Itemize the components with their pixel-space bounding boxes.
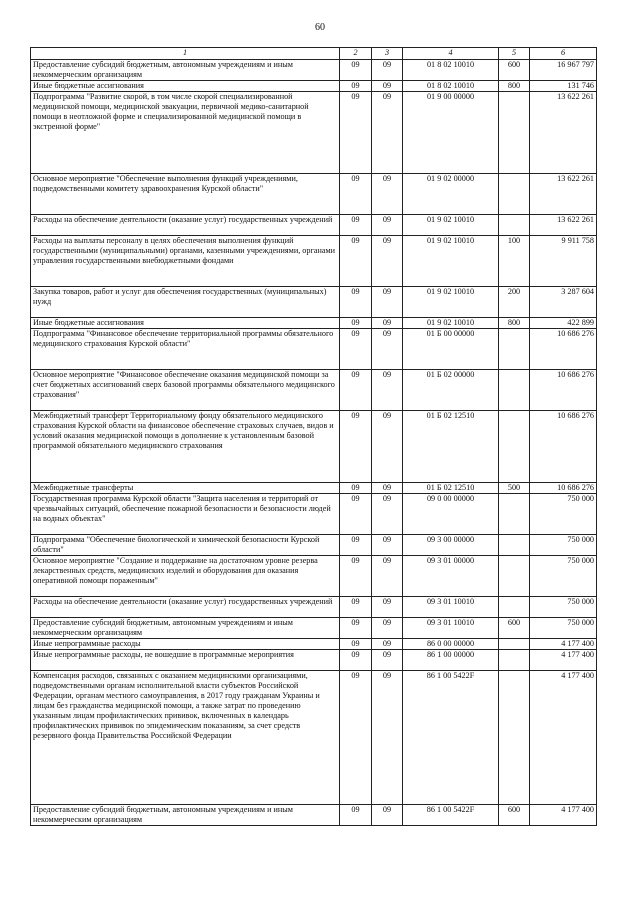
cell-csr: 01 9 00 00000 [403,92,499,174]
cell-sum: 10 686 276 [530,370,597,411]
cell-sum: 131 746 [530,81,597,92]
cell-name: Подпрограмма "Развитие скорой, в том числе скорой специализированной медицинской помощи, медицинской эвакуации, первичной медико-санитарной помощи в неотложной форме и специализированной медицинской помощи в экстренной форме" [31,92,340,174]
table-row [31,329,597,370]
cell-rz: 09 [340,483,372,494]
cell-sum: 750 000 [530,618,597,639]
cell-sum: 9 911 758 [530,236,597,287]
cell-name: Закупка товаров, работ и услуг для обеспечения государственных (муниципальных) нужд [31,287,340,318]
cell-rz: 09 [340,671,372,805]
table-row [31,318,597,329]
table-header-row [31,48,597,60]
cell-sum: 750 000 [530,556,597,597]
cell-pr: 09 [372,60,403,81]
cell-vr [499,494,530,535]
cell-csr: 01 9 02 10010 [403,318,499,329]
cell-sum: 3 287 604 [530,287,597,318]
cell-sum: 4 177 400 [530,639,597,650]
cell-name: Иные бюджетные ассигнования [31,81,340,92]
cell-name: Расходы на обеспечение деятельности (оказание услуг) государственных учреждений [31,597,340,618]
budget-table [30,47,597,826]
cell-pr: 09 [372,287,403,318]
cell-csr: 01 Б 02 12510 [403,411,499,483]
table-row [31,535,597,556]
cell-sum: 10 686 276 [530,329,597,370]
cell-pr: 09 [372,329,403,370]
cell-sum: 13 622 261 [530,215,597,236]
cell-csr: 09 0 00 00000 [403,494,499,535]
cell-sum: 750 000 [530,535,597,556]
table-row [31,805,597,826]
cell-sum: 10 686 276 [530,411,597,483]
cell-vr: 600 [499,60,530,81]
cell-csr: 86 1 00 5422F [403,805,499,826]
cell-name: Предоставление субсидий бюджетным, автономным учреждениям и иным некоммерческим организациям [31,805,340,826]
cell-csr: 09 3 01 10010 [403,618,499,639]
header-col-name: 1 [31,48,340,60]
cell-name: Расходы на выплаты персоналу в целях обеспечения выполнения функций государственными (муниципальными) органами, казенными учреждениями, органами управления государственными внебюджетными фондами [31,236,340,287]
cell-csr: 09 3 01 10010 [403,597,499,618]
cell-rz: 09 [340,92,372,174]
cell-rz: 09 [340,535,372,556]
cell-pr: 09 [372,81,403,92]
cell-pr: 09 [372,483,403,494]
cell-vr [499,411,530,483]
cell-csr: 01 9 02 10010 [403,236,499,287]
cell-rz: 09 [340,650,372,671]
cell-pr: 09 [372,535,403,556]
cell-rz: 09 [340,174,372,215]
cell-sum: 13 622 261 [530,174,597,215]
cell-pr: 09 [372,650,403,671]
cell-vr [499,597,530,618]
table-row [31,287,597,318]
cell-rz: 09 [340,805,372,826]
cell-vr: 800 [499,81,530,92]
cell-name: Иные непрограммные расходы [31,639,340,650]
cell-rz: 09 [340,318,372,329]
table-row [31,92,597,174]
table-body [31,60,597,826]
cell-rz: 09 [340,411,372,483]
cell-sum: 4 177 400 [530,805,597,826]
cell-rz: 09 [340,597,372,618]
table-row [31,494,597,535]
cell-pr: 09 [372,92,403,174]
cell-rz: 09 [340,494,372,535]
cell-csr: 01 9 02 00000 [403,174,499,215]
cell-vr [499,535,530,556]
cell-csr: 01 Б 02 00000 [403,370,499,411]
cell-vr [499,92,530,174]
cell-pr: 09 [372,618,403,639]
cell-pr: 09 [372,215,403,236]
cell-rz: 09 [340,329,372,370]
table-row [31,236,597,287]
cell-csr: 09 3 00 00000 [403,535,499,556]
cell-name: Основное мероприятие "Создание и поддержание на достаточном уровне резерва лекарственных средств, медицинских изделий и оборудования для оказания оперативной помощи пораженным" [31,556,340,597]
cell-vr: 200 [499,287,530,318]
table-row [31,639,597,650]
cell-csr: 09 3 01 00000 [403,556,499,597]
cell-rz: 09 [340,236,372,287]
cell-name: Предоставление субсидий бюджетным, автономным учреждениям и иным некоммерческим организациям [31,618,340,639]
cell-pr: 09 [372,805,403,826]
cell-sum: 4 177 400 [530,671,597,805]
cell-csr: 01 9 02 10010 [403,215,499,236]
table-row [31,215,597,236]
cell-name: Межбюджетные трансферты [31,483,340,494]
cell-rz: 09 [340,215,372,236]
cell-pr: 09 [372,639,403,650]
cell-sum: 422 899 [530,318,597,329]
header-col-csr: 4 [403,48,499,60]
cell-rz: 09 [340,370,372,411]
cell-vr [499,556,530,597]
cell-csr: 01 8 02 10010 [403,81,499,92]
cell-rz: 09 [340,287,372,318]
cell-csr: 86 1 00 5422F [403,671,499,805]
page-number: 60 [315,22,325,33]
cell-name: Подпрограмма "Обеспечение биологической и химической безопасности Курской области" [31,535,340,556]
table-row [31,671,597,805]
header-col-sum: 6 [530,48,597,60]
header-col-rz: 2 [340,48,372,60]
table-row [31,60,597,81]
cell-vr [499,370,530,411]
table-row [31,556,597,597]
cell-pr: 09 [372,370,403,411]
cell-vr [499,650,530,671]
cell-csr: 86 1 00 00000 [403,650,499,671]
cell-csr: 01 8 02 10010 [403,60,499,81]
table-row [31,650,597,671]
cell-name: Компенсация расходов, связанных с оказанием медицинскими организациями, подведомственными органам исполнительной власти субъектов Российской Федерации, органам местного самоуправления, в 2017 году гражданам Украины и лицам без гражданства медицинской помощи, а также затрат по проведению указанным лицам профилактических прививок, включенных в календарь профилактических прививок по эпидемическим показаниям, за счет средств резервного фонда Правительства Российской Федерации [31,671,340,805]
cell-vr: 800 [499,318,530,329]
cell-pr: 09 [372,671,403,805]
cell-csr: 01 Б 02 12510 [403,483,499,494]
table-row [31,370,597,411]
cell-name: Государственная программа Курской области "Защита населения и территорий от чрезвычайных ситуаций, обеспечение пожарной безопасности и безопасности людей на водных объектах" [31,494,340,535]
cell-sum: 13 622 261 [530,92,597,174]
table-row [31,81,597,92]
table-row [31,597,597,618]
cell-name: Межбюджетный трансферт Территориальному фонду обязательного медицинского страхования Курской области на финансовое обеспечение страховых случаев, видов и условий оказания медицинской помощи в дополнение к установленным базовой программой обязательного медицинского страхования [31,411,340,483]
cell-name: Основное мероприятие "Обеспечение выполнения функций учреждениями, подведомственными комитету здравоохранения Курской области" [31,174,340,215]
table-row [31,618,597,639]
table-row [31,483,597,494]
cell-vr: 600 [499,805,530,826]
cell-rz: 09 [340,618,372,639]
cell-vr: 500 [499,483,530,494]
cell-rz: 09 [340,60,372,81]
cell-vr [499,174,530,215]
table-row [31,411,597,483]
cell-rz: 09 [340,81,372,92]
cell-csr: 01 Б 00 00000 [403,329,499,370]
cell-vr: 600 [499,618,530,639]
cell-csr: 86 0 00 00000 [403,639,499,650]
cell-rz: 09 [340,556,372,597]
cell-csr: 01 9 02 10010 [403,287,499,318]
cell-pr: 09 [372,174,403,215]
cell-vr [499,671,530,805]
cell-name: Предоставление субсидий бюджетным, автономным учреждениям и иным некоммерческим организациям [31,60,340,81]
cell-name: Подпрограмма "Финансовое обеспечение территориальной программы обязательного медицинского страхования Курской области" [31,329,340,370]
cell-vr [499,329,530,370]
cell-name: Основное мероприятие "Финансовое обеспечение оказания медицинской помощи за счет бюджетных ассигнований сверх базовой программы обязательного медицинского страхования" [31,370,340,411]
header-col-pr: 3 [372,48,403,60]
cell-vr [499,215,530,236]
cell-name: Иные непрограммные расходы, не вошедшие в программные мероприятия [31,650,340,671]
cell-name: Иные бюджетные ассигнования [31,318,340,329]
table-row [31,174,597,215]
cell-rz: 09 [340,639,372,650]
cell-pr: 09 [372,236,403,287]
cell-pr: 09 [372,318,403,329]
cell-name: Расходы на обеспечение деятельности (оказание услуг) государственных учреждений [31,215,340,236]
cell-pr: 09 [372,494,403,535]
header-col-vr: 5 [499,48,530,60]
cell-sum: 4 177 400 [530,650,597,671]
cell-pr: 09 [372,597,403,618]
cell-sum: 750 000 [530,597,597,618]
cell-pr: 09 [372,411,403,483]
cell-sum: 16 967 797 [530,60,597,81]
cell-vr: 100 [499,236,530,287]
cell-sum: 10 686 276 [530,483,597,494]
cell-sum: 750 000 [530,494,597,535]
cell-vr [499,639,530,650]
cell-pr: 09 [372,556,403,597]
